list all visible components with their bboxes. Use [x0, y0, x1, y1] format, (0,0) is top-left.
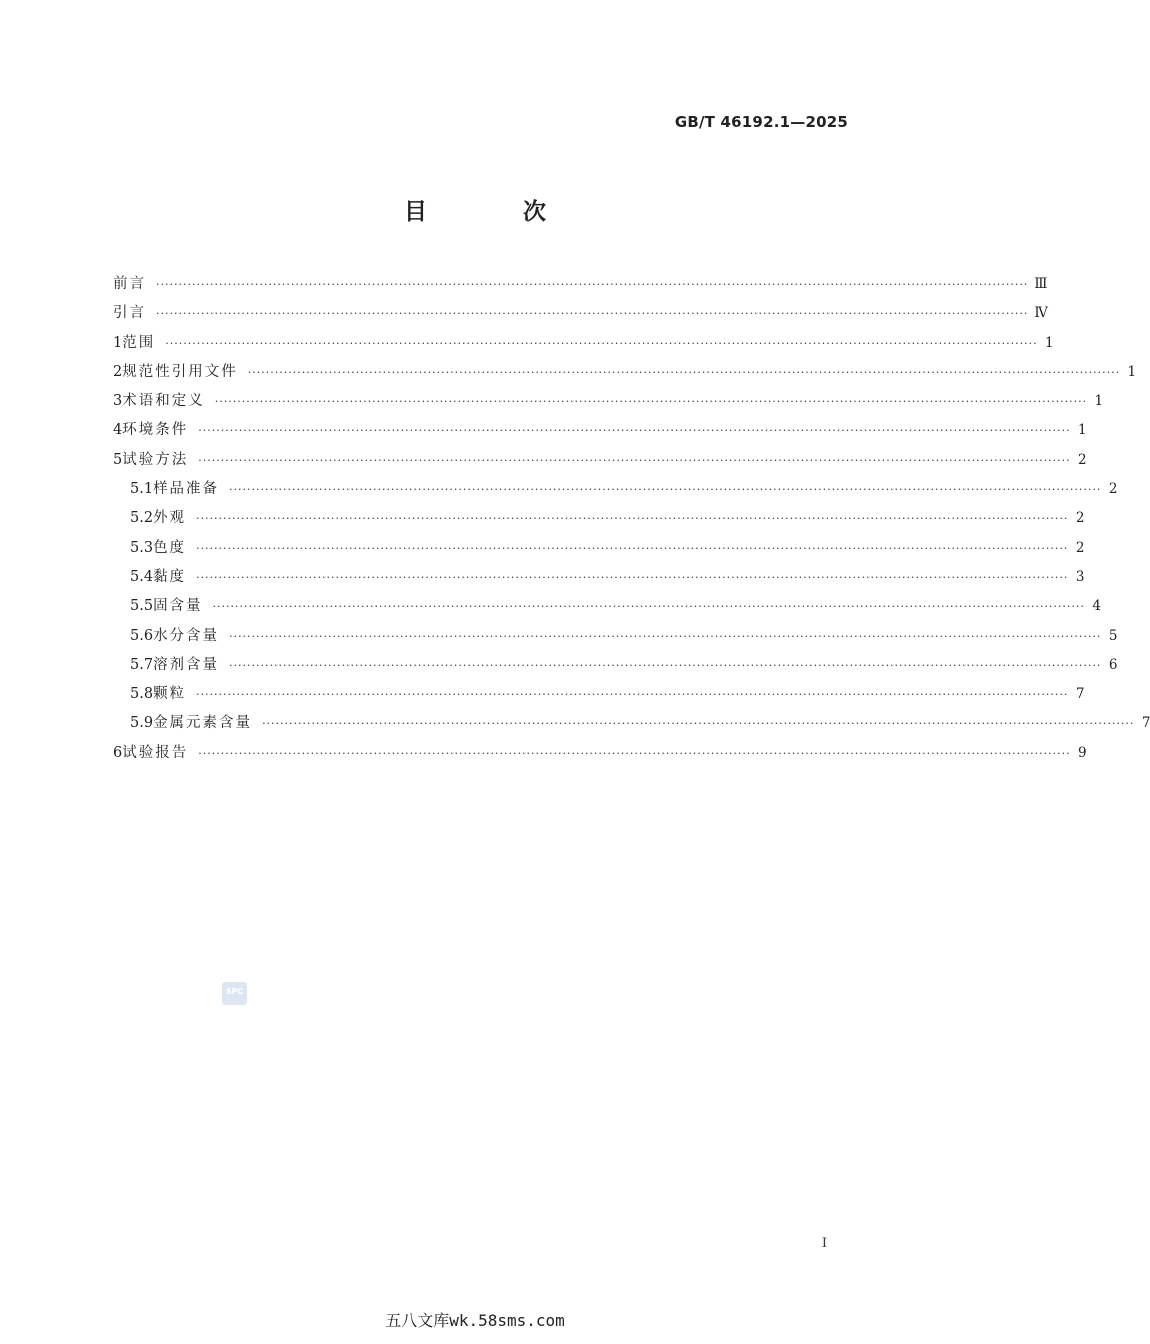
- toc-entry-5[interactable]: [113, 446, 1087, 475]
- dot-leader: ··································································································································································································: [196, 512, 1069, 526]
- toc-entry-number: 4: [113, 422, 123, 439]
- dot-leader: ··································································································································································································: [229, 658, 1102, 672]
- toc-entry-label: 黏度: [153, 568, 187, 585]
- toc-entry-page: 6: [1108, 656, 1118, 673]
- toc-entry-number: 5.9: [130, 715, 154, 732]
- standard-code: GB/T 46192.1—2025: [674, 113, 848, 131]
- toc-entry-number: 5.8: [130, 686, 154, 703]
- dot-leader: ··································································································································································································: [156, 278, 1029, 291]
- toc-entry-5-5[interactable]: [113, 592, 1101, 621]
- dot-leader: ··································································································································································································: [165, 336, 1038, 350]
- toc-entry-label: 外观: [153, 510, 187, 527]
- toc-entry-page: 1: [1127, 363, 1137, 380]
- toc-entry-label: 固含量: [153, 598, 203, 615]
- dot-leader: ··································································································································································································: [229, 483, 1102, 497]
- toc-entry-3[interactable]: [113, 387, 1104, 416]
- toc-entry-label: 金属元素含量: [153, 715, 253, 732]
- dot-leader: ··································································································································································································: [198, 746, 1071, 760]
- publisher-logo: [222, 982, 247, 1005]
- toc-entry-label: 环境条件: [122, 422, 189, 439]
- toc-entry-label: 色度: [153, 539, 187, 556]
- toc-entry-foreword[interactable]: [113, 270, 1048, 299]
- toc-entry-page: 7: [1141, 715, 1150, 732]
- dot-leader: ··································································································································································································: [247, 365, 1121, 379]
- toc-entry-page: 9: [1077, 744, 1087, 761]
- dot-leader: ··································································································································································································: [196, 688, 1069, 702]
- toc-entry-number: 6: [113, 744, 123, 761]
- toc-entry-5-2[interactable]: [113, 504, 1085, 533]
- toc-entry-5-9[interactable]: [113, 709, 1150, 738]
- toc-entry-5-6[interactable]: [113, 622, 1118, 651]
- toc-entry-4[interactable]: [113, 416, 1087, 445]
- table-of-contents: [113, 270, 1150, 768]
- toc-entry-label: 水分含量: [153, 627, 220, 644]
- toc-entry-number: 5.2: [130, 510, 154, 527]
- toc-entry-number: 2: [113, 363, 123, 380]
- dot-leader: ··································································································································································································: [156, 307, 1029, 321]
- toc-entry-label: 引言: [113, 305, 146, 322]
- toc-entry-page: 2: [1077, 451, 1087, 468]
- toc-entry-number: 5.6: [130, 627, 154, 644]
- toc-entry-label: 样品准备: [153, 481, 220, 498]
- toc-entry-page: 1: [1094, 393, 1104, 410]
- dot-leader: ··································································································································································································: [212, 600, 1085, 614]
- toc-entry-number: 5.5: [130, 598, 154, 615]
- toc-entry-6[interactable]: [113, 739, 1087, 768]
- toc-entry-1[interactable]: [113, 329, 1054, 358]
- toc-entry-label: 范围: [122, 334, 156, 351]
- toc-entry-number: 1: [113, 334, 123, 351]
- toc-entry-number: 5.1: [130, 481, 154, 498]
- toc-entry-page: 2: [1108, 481, 1118, 498]
- toc-entry-page: 5: [1108, 627, 1118, 644]
- dot-leader: ··································································································································································································: [262, 717, 1135, 731]
- toc-entry-number: 3: [113, 393, 123, 410]
- toc-entry-page: 7: [1075, 686, 1085, 703]
- toc-entry-label: 溶剂含量: [153, 656, 220, 673]
- toc-entry-label: 颗粒: [153, 686, 187, 703]
- dot-leader: ··································································································································································································: [198, 453, 1071, 467]
- footer-watermark: 五八文库wk.58sms.com: [385, 1311, 565, 1330]
- toc-entry-page: 1: [1044, 334, 1054, 351]
- toc-entry-page: 2: [1075, 510, 1085, 527]
- toc-entry-2[interactable]: [113, 358, 1137, 387]
- dot-leader: ··································································································································································································: [196, 570, 1069, 584]
- toc-entry-5-8[interactable]: [113, 680, 1085, 709]
- toc-entry-page: 4: [1092, 598, 1101, 615]
- toc-entry-introduction[interactable]: [113, 299, 1048, 328]
- toc-entry-5-3[interactable]: [113, 534, 1085, 563]
- toc-entry-page: 3: [1075, 568, 1085, 585]
- toc-entry-page: 1: [1077, 422, 1087, 439]
- toc-entry-5-4[interactable]: [113, 563, 1085, 592]
- logo-text: SPC: [225, 987, 244, 996]
- toc-entry-5-1[interactable]: [113, 475, 1118, 504]
- dot-leader: ··································································································································································································: [198, 424, 1071, 438]
- page-title: 目 次: [403, 199, 590, 225]
- toc-entry-number: 5.3: [130, 539, 154, 556]
- toc-entry-number: 5.7: [130, 656, 154, 673]
- dot-leader: ··································································································································································································: [229, 629, 1102, 643]
- dot-leader: ··································································································································································································: [214, 395, 1088, 409]
- toc-entry-label: 试验方法: [122, 451, 189, 468]
- toc-entry-label: 试验报告: [122, 744, 189, 761]
- toc-entry-number: 5.4: [130, 568, 154, 585]
- toc-entry-page: Ⅳ: [1034, 305, 1048, 322]
- dot-leader: ··································································································································································································: [196, 541, 1069, 555]
- toc-entry-label: 规范性引用文件: [122, 363, 238, 380]
- toc-entry-label: 术语和定义: [122, 393, 205, 410]
- page-number: I: [821, 1236, 827, 1251]
- toc-entry-page: Ⅲ: [1034, 276, 1048, 292]
- toc-entry-page: 2: [1075, 539, 1085, 556]
- toc-entry-5-7[interactable]: [113, 651, 1118, 680]
- toc-entry-number: 5: [113, 451, 123, 468]
- toc-entry-label: 前言: [113, 276, 146, 292]
